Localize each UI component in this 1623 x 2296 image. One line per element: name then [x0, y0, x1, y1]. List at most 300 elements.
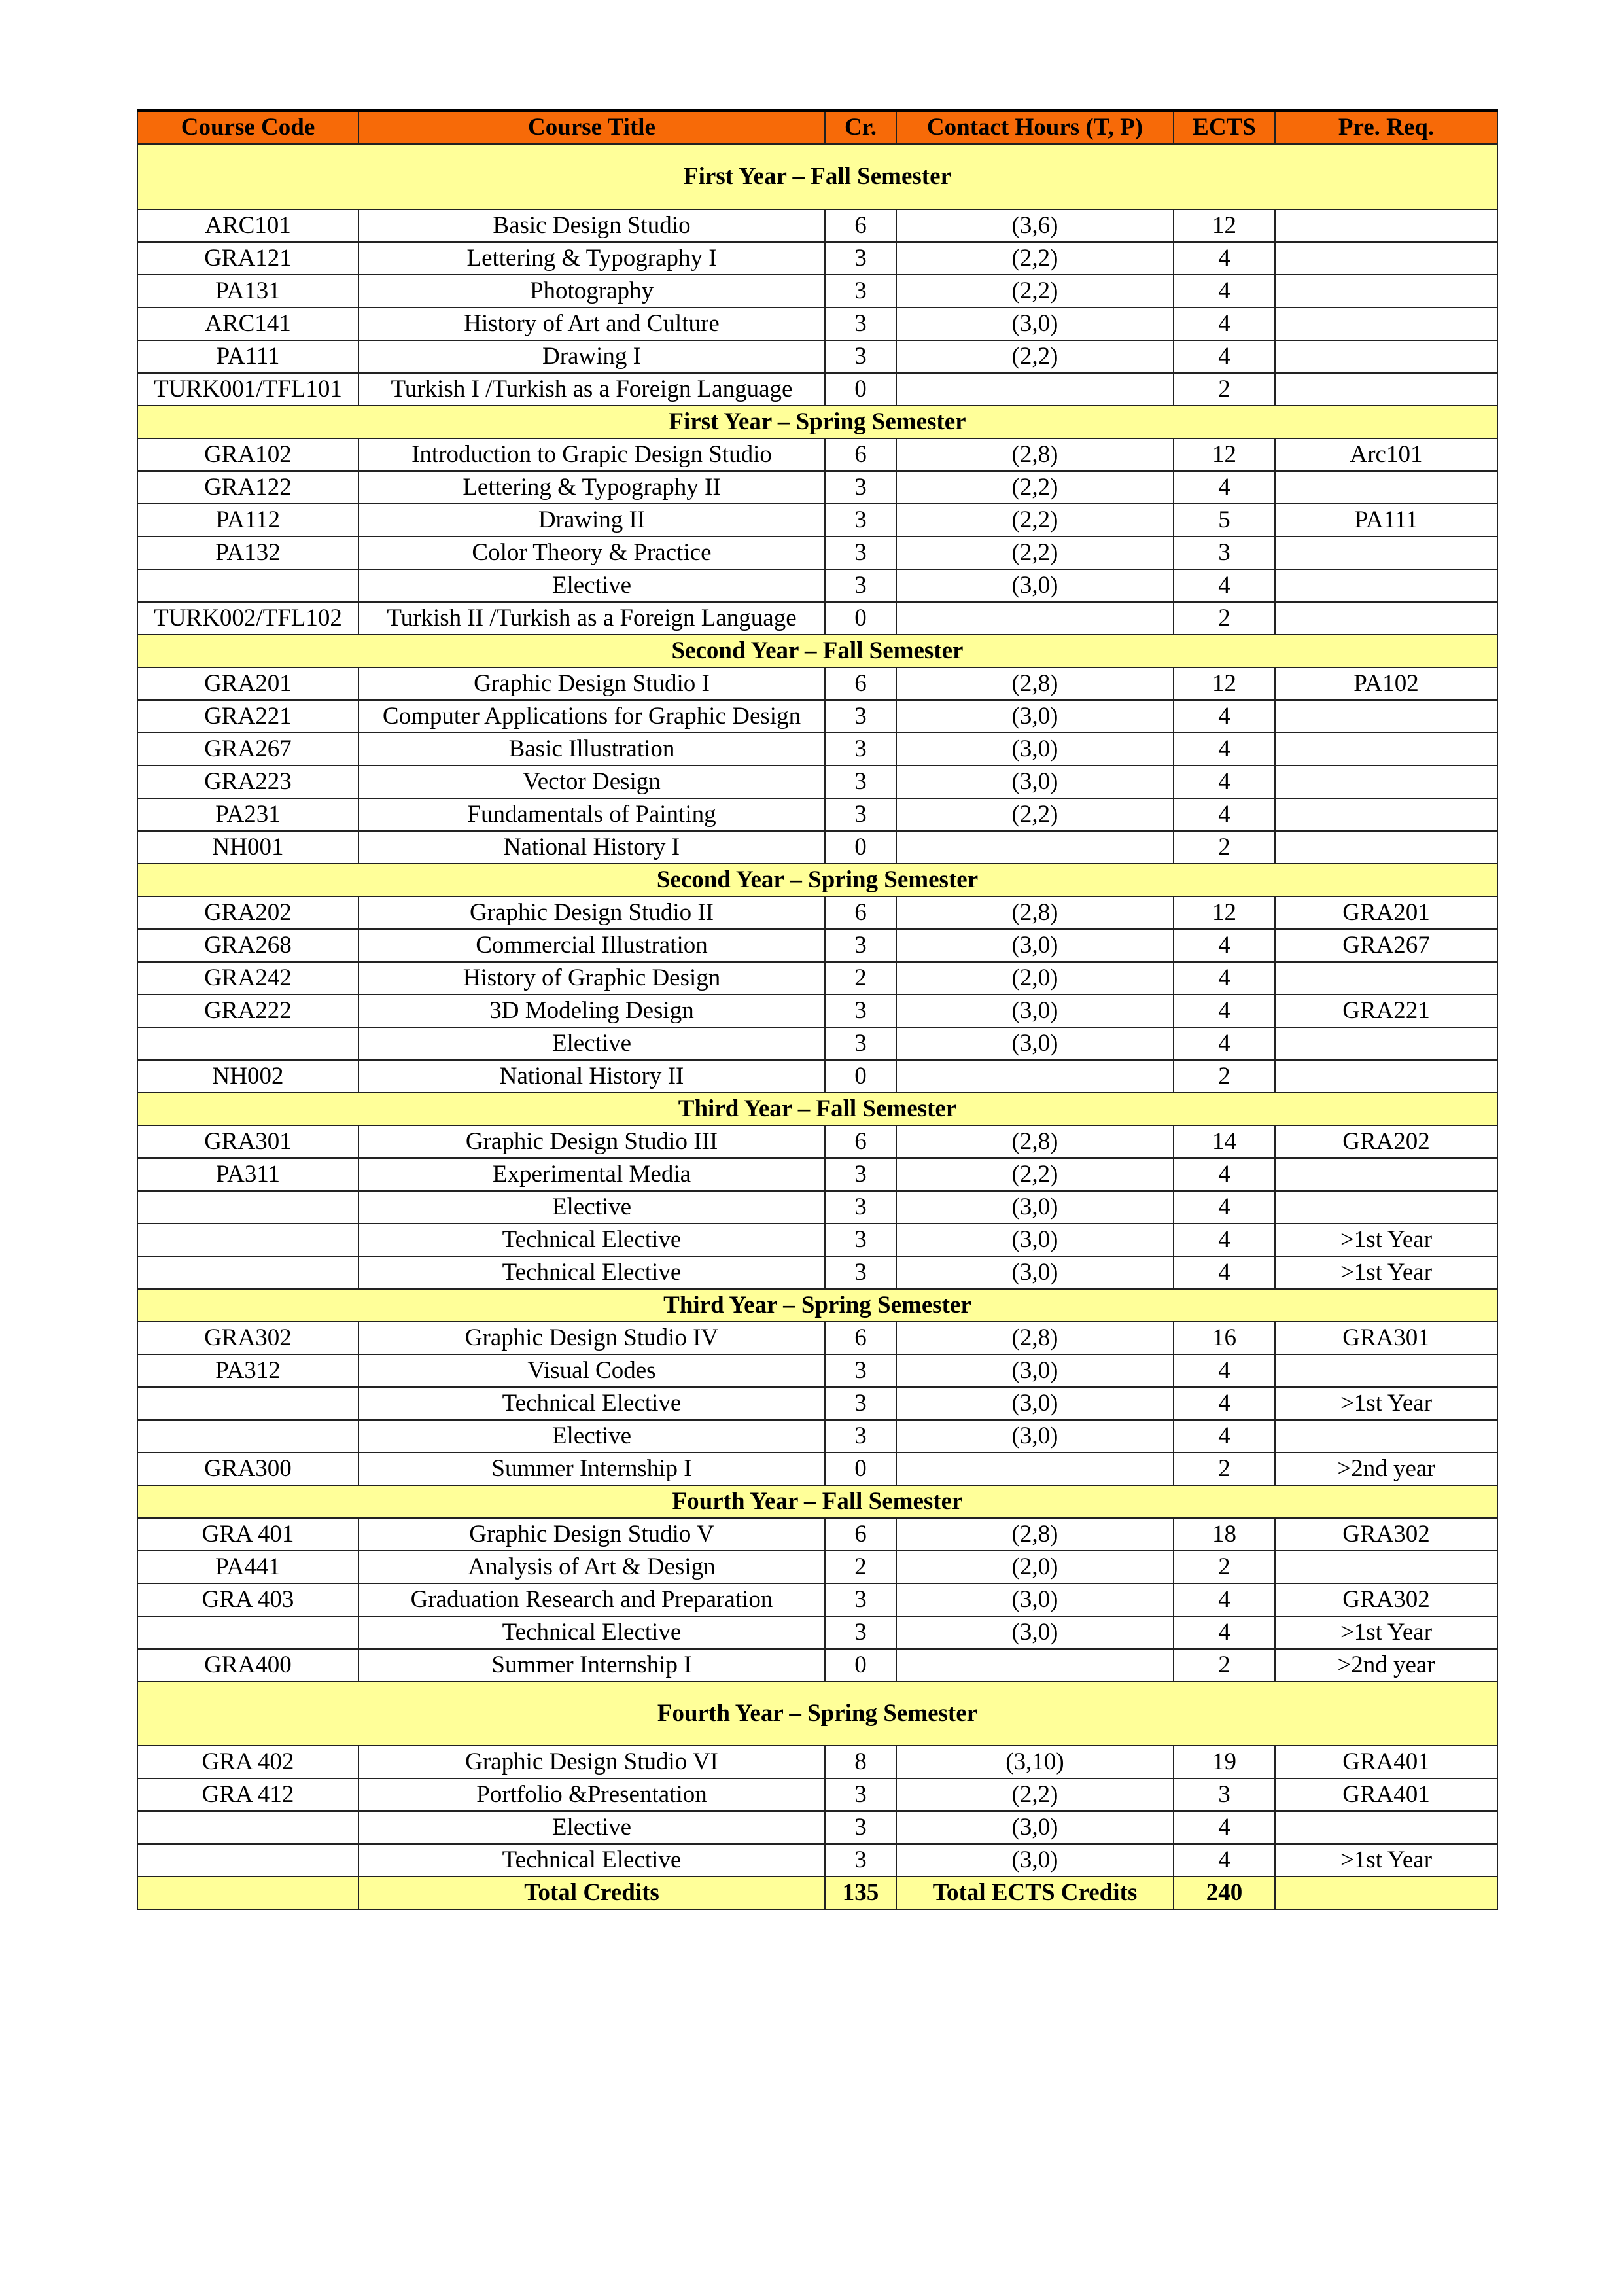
course-row — [137, 1616, 1497, 1649]
course-credits: 3 — [825, 1811, 896, 1844]
course-prerequisite: GRA202 — [1275, 1125, 1497, 1158]
course-code: PA131 — [137, 275, 358, 308]
course-credits: 3 — [825, 504, 896, 537]
semester-header-row — [137, 864, 1497, 896]
course-row — [137, 1191, 1497, 1224]
course-ects: 4 — [1174, 1583, 1275, 1616]
course-title: Drawing I — [358, 340, 825, 373]
course-row — [137, 831, 1497, 864]
course-ects: 2 — [1174, 1551, 1275, 1583]
course-title: 3D Modeling Design — [358, 995, 825, 1027]
course-title: Elective — [358, 1811, 825, 1844]
course-credits: 3 — [825, 569, 896, 602]
course-code: GRA268 — [137, 929, 358, 962]
course-code — [137, 1420, 358, 1453]
semester-header-row — [137, 406, 1497, 438]
course-ects: 4 — [1174, 1387, 1275, 1420]
course-title: Technical Elective — [358, 1616, 825, 1649]
course-row — [137, 995, 1497, 1027]
total-row — [137, 1877, 1497, 1909]
course-code: GRA301 — [137, 1125, 358, 1158]
course-row — [137, 667, 1497, 700]
course-code: GRA400 — [137, 1649, 358, 1682]
contact-hours: (3,0) — [896, 1224, 1174, 1256]
course-prerequisite: >2nd year — [1275, 1453, 1497, 1485]
course-prerequisite — [1275, 1191, 1497, 1224]
course-prerequisite: PA111 — [1275, 504, 1497, 537]
contact-hours — [896, 602, 1174, 635]
contact-hours: (2,8) — [896, 438, 1174, 471]
course-title: Vector Design — [358, 766, 825, 798]
contact-hours: (3,0) — [896, 1387, 1174, 1420]
course-code: GRA300 — [137, 1453, 358, 1485]
course-ects: 18 — [1174, 1518, 1275, 1551]
contact-hours: (2,0) — [896, 962, 1174, 995]
course-title: Graphic Design Studio III — [358, 1125, 825, 1158]
course-code: ARC141 — [137, 308, 358, 340]
course-credits: 2 — [825, 1551, 896, 1583]
course-prerequisite — [1275, 242, 1497, 275]
course-code: GRA122 — [137, 471, 358, 504]
course-code — [137, 569, 358, 602]
course-ects: 4 — [1174, 242, 1275, 275]
course-ects: 4 — [1174, 275, 1275, 308]
course-title: Summer Internship I — [358, 1453, 825, 1485]
course-title: Turkish I /Turkish as a Foreign Language — [358, 373, 825, 406]
course-prerequisite — [1275, 1811, 1497, 1844]
course-row — [137, 308, 1497, 340]
course-row — [137, 929, 1497, 962]
course-title: Elective — [358, 1027, 825, 1060]
course-title: Computer Applications for Graphic Design — [358, 700, 825, 733]
course-title: Graphic Design Studio I — [358, 667, 825, 700]
course-row — [137, 1778, 1497, 1811]
course-row — [137, 896, 1497, 929]
course-code: PA312 — [137, 1354, 358, 1387]
contact-hours: (2,2) — [896, 340, 1174, 373]
course-ects: 4 — [1174, 1420, 1275, 1453]
contact-hours: (3,0) — [896, 1191, 1174, 1224]
course-code: GRA222 — [137, 995, 358, 1027]
course-title: Experimental Media — [358, 1158, 825, 1191]
contact-hours: (2,8) — [896, 667, 1174, 700]
semester-title: Fourth Year – Spring Semester — [137, 1682, 1497, 1746]
semester-title: First Year – Spring Semester — [137, 406, 1497, 438]
course-title: Elective — [358, 1420, 825, 1453]
course-code: GRA 402 — [137, 1746, 358, 1778]
curriculum-table — [137, 109, 1498, 1910]
contact-hours: (2,8) — [896, 1518, 1174, 1551]
course-code: GRA221 — [137, 700, 358, 733]
semester-title: Fourth Year – Fall Semester — [137, 1485, 1497, 1518]
contact-hours: (3,6) — [896, 209, 1174, 242]
course-row — [137, 1746, 1497, 1778]
course-row — [137, 340, 1497, 373]
course-credits: 6 — [825, 667, 896, 700]
course-row — [137, 373, 1497, 406]
course-ects: 4 — [1174, 1224, 1275, 1256]
course-row — [137, 1256, 1497, 1289]
course-code: PA111 — [137, 340, 358, 373]
course-credits: 3 — [825, 929, 896, 962]
course-credits: 3 — [825, 1387, 896, 1420]
course-row — [137, 1027, 1497, 1060]
course-credits: 0 — [825, 602, 896, 635]
course-ects: 4 — [1174, 1256, 1275, 1289]
course-credits: 3 — [825, 733, 896, 766]
contact-hours — [896, 1060, 1174, 1093]
course-row — [137, 1387, 1497, 1420]
course-prerequisite — [1275, 471, 1497, 504]
course-title: Summer Internship I — [358, 1649, 825, 1682]
course-row — [137, 1518, 1497, 1551]
course-row — [137, 1354, 1497, 1387]
course-row — [137, 1583, 1497, 1616]
contact-hours: (2,2) — [896, 1778, 1174, 1811]
course-prerequisite: Arc101 — [1275, 438, 1497, 471]
course-code: GRA242 — [137, 962, 358, 995]
semester-title: Third Year – Fall Semester — [137, 1093, 1497, 1125]
total-ects-label: Total ECTS Credits — [896, 1877, 1174, 1909]
course-code: GRA102 — [137, 438, 358, 471]
table-header — [137, 111, 1497, 145]
course-ects: 4 — [1174, 1027, 1275, 1060]
course-prerequisite: >1st Year — [1275, 1256, 1497, 1289]
course-title: Graphic Design Studio VI — [358, 1746, 825, 1778]
course-prerequisite — [1275, 209, 1497, 242]
course-row — [137, 1844, 1497, 1877]
course-credits: 3 — [825, 1027, 896, 1060]
course-credits: 3 — [825, 1191, 896, 1224]
course-code: GRA302 — [137, 1322, 358, 1354]
course-ects: 4 — [1174, 1844, 1275, 1877]
course-code — [137, 1027, 358, 1060]
course-title: Fundamentals of Painting — [358, 798, 825, 831]
course-prerequisite: >1st Year — [1275, 1387, 1497, 1420]
course-prerequisite — [1275, 537, 1497, 569]
contact-hours: (3,0) — [896, 1811, 1174, 1844]
total-credits-value: 135 — [825, 1877, 896, 1909]
course-prerequisite: GRA401 — [1275, 1746, 1497, 1778]
course-ects: 12 — [1174, 667, 1275, 700]
semester-header-row — [137, 1093, 1497, 1125]
course-title: Lettering & Typography II — [358, 471, 825, 504]
course-code: GRA 412 — [137, 1778, 358, 1811]
course-prerequisite — [1275, 340, 1497, 373]
course-credits: 3 — [825, 1616, 896, 1649]
course-credits: 0 — [825, 373, 896, 406]
course-prerequisite: GRA401 — [1275, 1778, 1497, 1811]
semester-title: Third Year – Spring Semester — [137, 1289, 1497, 1322]
total-empty-cell-end — [1275, 1877, 1497, 1909]
course-ects: 2 — [1174, 602, 1275, 635]
course-prerequisite: GRA301 — [1275, 1322, 1497, 1354]
course-title: Elective — [358, 1191, 825, 1224]
course-code: NH002 — [137, 1060, 358, 1093]
course-ects: 4 — [1174, 471, 1275, 504]
course-credits: 3 — [825, 1354, 896, 1387]
semester-header-row — [137, 144, 1497, 209]
header-prerequisite: Pre. Req. — [1275, 111, 1497, 145]
course-ects: 2 — [1174, 1453, 1275, 1485]
course-credits: 0 — [825, 1060, 896, 1093]
course-prerequisite — [1275, 602, 1497, 635]
semester-header-row — [137, 1485, 1497, 1518]
course-prerequisite: GRA302 — [1275, 1583, 1497, 1616]
course-ects: 3 — [1174, 537, 1275, 569]
semester-header-row — [137, 1682, 1497, 1746]
course-code: GRA 403 — [137, 1583, 358, 1616]
contact-hours: (3,0) — [896, 1354, 1174, 1387]
course-title: Introduction to Grapic Design Studio — [358, 438, 825, 471]
course-row — [137, 798, 1497, 831]
course-credits: 3 — [825, 1224, 896, 1256]
contact-hours — [896, 1453, 1174, 1485]
contact-hours: (2,8) — [896, 1322, 1174, 1354]
course-title: Turkish II /Turkish as a Foreign Language — [358, 602, 825, 635]
total-credits-label: Total Credits — [358, 1877, 825, 1909]
course-credits: 3 — [825, 1583, 896, 1616]
course-code: PA132 — [137, 537, 358, 569]
course-ects: 4 — [1174, 1191, 1275, 1224]
course-ects: 5 — [1174, 504, 1275, 537]
course-code: NH001 — [137, 831, 358, 864]
course-title: Photography — [358, 275, 825, 308]
course-ects: 2 — [1174, 373, 1275, 406]
contact-hours: (2,2) — [896, 242, 1174, 275]
course-credits: 6 — [825, 1322, 896, 1354]
course-title: Technical Elective — [358, 1387, 825, 1420]
course-code — [137, 1224, 358, 1256]
header-ects: ECTS — [1174, 111, 1275, 145]
course-prerequisite — [1275, 798, 1497, 831]
course-prerequisite — [1275, 831, 1497, 864]
contact-hours: (3,0) — [896, 308, 1174, 340]
contact-hours — [896, 831, 1174, 864]
course-title: History of Art and Culture — [358, 308, 825, 340]
table-footer — [137, 1877, 1497, 1909]
course-credits: 0 — [825, 1649, 896, 1682]
course-prerequisite: GRA221 — [1275, 995, 1497, 1027]
course-credits: 3 — [825, 995, 896, 1027]
course-ects: 12 — [1174, 209, 1275, 242]
course-ects: 12 — [1174, 896, 1275, 929]
course-prerequisite — [1275, 1354, 1497, 1387]
course-row — [137, 1811, 1497, 1844]
course-title: Drawing II — [358, 504, 825, 537]
contact-hours — [896, 1649, 1174, 1682]
header-credits: Cr. — [825, 111, 896, 145]
course-credits: 3 — [825, 275, 896, 308]
course-title: Analysis of Art & Design — [358, 1551, 825, 1583]
contact-hours: (2,2) — [896, 471, 1174, 504]
course-prerequisite: GRA267 — [1275, 929, 1497, 962]
course-title: Commercial Illustration — [358, 929, 825, 962]
course-prerequisite — [1275, 700, 1497, 733]
total-ects-value: 240 — [1174, 1877, 1275, 1909]
course-title: National History II — [358, 1060, 825, 1093]
course-title: Graduation Research and Preparation — [358, 1583, 825, 1616]
semester-header-row — [137, 1289, 1497, 1322]
contact-hours: (2,2) — [896, 798, 1174, 831]
header-row — [137, 111, 1497, 145]
course-row — [137, 275, 1497, 308]
course-row — [137, 1224, 1497, 1256]
course-credits: 3 — [825, 537, 896, 569]
course-row — [137, 1453, 1497, 1485]
contact-hours: (3,10) — [896, 1746, 1174, 1778]
contact-hours: (2,2) — [896, 1158, 1174, 1191]
course-ects: 4 — [1174, 1811, 1275, 1844]
course-ects: 12 — [1174, 438, 1275, 471]
course-title: Graphic Design Studio II — [358, 896, 825, 929]
course-row — [137, 1420, 1497, 1453]
contact-hours — [896, 373, 1174, 406]
course-row — [137, 569, 1497, 602]
course-row — [137, 504, 1497, 537]
semester-title: Second Year – Fall Semester — [137, 635, 1497, 667]
contact-hours: (3,0) — [896, 1420, 1174, 1453]
course-credits: 0 — [825, 1453, 896, 1485]
course-credits: 6 — [825, 209, 896, 242]
course-credits: 3 — [825, 1420, 896, 1453]
course-ects: 4 — [1174, 929, 1275, 962]
course-row — [137, 242, 1497, 275]
course-row — [137, 1060, 1497, 1093]
course-credits: 3 — [825, 1158, 896, 1191]
course-code — [137, 1844, 358, 1877]
course-title: Technical Elective — [358, 1844, 825, 1877]
course-row — [137, 700, 1497, 733]
course-code: TURK001/TFL101 — [137, 373, 358, 406]
course-credits: 3 — [825, 766, 896, 798]
contact-hours: (3,0) — [896, 700, 1174, 733]
course-credits: 8 — [825, 1746, 896, 1778]
course-credits: 3 — [825, 308, 896, 340]
semester-title: Second Year – Spring Semester — [137, 864, 1497, 896]
course-ects: 4 — [1174, 798, 1275, 831]
course-code: PA441 — [137, 1551, 358, 1583]
contact-hours: (3,0) — [896, 1844, 1174, 1877]
course-code: GRA121 — [137, 242, 358, 275]
course-ects: 4 — [1174, 700, 1275, 733]
semester-header-row — [137, 635, 1497, 667]
course-prerequisite — [1275, 308, 1497, 340]
contact-hours: (3,0) — [896, 1027, 1174, 1060]
course-row — [137, 1158, 1497, 1191]
course-code: GRA267 — [137, 733, 358, 766]
course-ects: 2 — [1174, 831, 1275, 864]
course-prerequisite: >1st Year — [1275, 1616, 1497, 1649]
course-credits: 6 — [825, 1518, 896, 1551]
course-code: PA311 — [137, 1158, 358, 1191]
course-ects: 4 — [1174, 962, 1275, 995]
course-code: TURK002/TFL102 — [137, 602, 358, 635]
course-prerequisite — [1275, 569, 1497, 602]
course-ects: 4 — [1174, 733, 1275, 766]
course-title: Graphic Design Studio V — [358, 1518, 825, 1551]
course-row — [137, 733, 1497, 766]
course-row — [137, 438, 1497, 471]
course-credits: 3 — [825, 1256, 896, 1289]
header-contact-hours: Contact Hours (T, P) — [896, 111, 1174, 145]
course-row — [137, 962, 1497, 995]
course-code — [137, 1191, 358, 1224]
course-row — [137, 1322, 1497, 1354]
course-prerequisite — [1275, 1551, 1497, 1583]
semester-title: First Year – Fall Semester — [137, 144, 1497, 209]
course-prerequisite — [1275, 373, 1497, 406]
contact-hours: (3,0) — [896, 1256, 1174, 1289]
course-ects: 4 — [1174, 995, 1275, 1027]
course-credits: 2 — [825, 962, 896, 995]
course-code — [137, 1256, 358, 1289]
course-prerequisite — [1275, 1060, 1497, 1093]
course-credits: 3 — [825, 471, 896, 504]
course-code: ARC101 — [137, 209, 358, 242]
course-credits: 3 — [825, 700, 896, 733]
course-credits: 3 — [825, 340, 896, 373]
course-prerequisite: >1st Year — [1275, 1844, 1497, 1877]
course-row — [137, 766, 1497, 798]
course-prerequisite — [1275, 1027, 1497, 1060]
course-credits: 6 — [825, 1125, 896, 1158]
contact-hours: (3,0) — [896, 733, 1174, 766]
course-code: GRA202 — [137, 896, 358, 929]
course-ects: 4 — [1174, 340, 1275, 373]
course-code — [137, 1387, 358, 1420]
course-ects: 4 — [1174, 308, 1275, 340]
course-prerequisite — [1275, 962, 1497, 995]
course-row — [137, 1551, 1497, 1583]
course-prerequisite — [1275, 766, 1497, 798]
course-ects: 4 — [1174, 766, 1275, 798]
contact-hours: (3,0) — [896, 569, 1174, 602]
course-title: Basic Design Studio — [358, 209, 825, 242]
contact-hours: (2,2) — [896, 537, 1174, 569]
contact-hours: (2,2) — [896, 275, 1174, 308]
course-prerequisite: >2nd year — [1275, 1649, 1497, 1682]
course-code — [137, 1616, 358, 1649]
contact-hours: (2,0) — [896, 1551, 1174, 1583]
course-prerequisite — [1275, 1420, 1497, 1453]
course-prerequisite: GRA201 — [1275, 896, 1497, 929]
total-empty-cell — [137, 1877, 358, 1909]
contact-hours: (3,0) — [896, 995, 1174, 1027]
course-title: Lettering & Typography I — [358, 242, 825, 275]
contact-hours: (3,0) — [896, 1583, 1174, 1616]
table-body — [137, 144, 1497, 1877]
contact-hours: (3,0) — [896, 929, 1174, 962]
course-prerequisite: >1st Year — [1275, 1224, 1497, 1256]
course-code: PA231 — [137, 798, 358, 831]
course-ects: 2 — [1174, 1060, 1275, 1093]
course-prerequisite: PA102 — [1275, 667, 1497, 700]
course-title: History of Graphic Design — [358, 962, 825, 995]
course-ects: 4 — [1174, 1616, 1275, 1649]
course-ects: 3 — [1174, 1778, 1275, 1811]
course-prerequisite — [1275, 275, 1497, 308]
course-ects: 4 — [1174, 569, 1275, 602]
header-course-code: Course Code — [137, 111, 358, 145]
course-ects: 14 — [1174, 1125, 1275, 1158]
course-credits: 3 — [825, 1778, 896, 1811]
course-title: Technical Elective — [358, 1224, 825, 1256]
course-ects: 4 — [1174, 1158, 1275, 1191]
course-code: GRA223 — [137, 766, 358, 798]
contact-hours: (3,0) — [896, 1616, 1174, 1649]
course-code: GRA201 — [137, 667, 358, 700]
